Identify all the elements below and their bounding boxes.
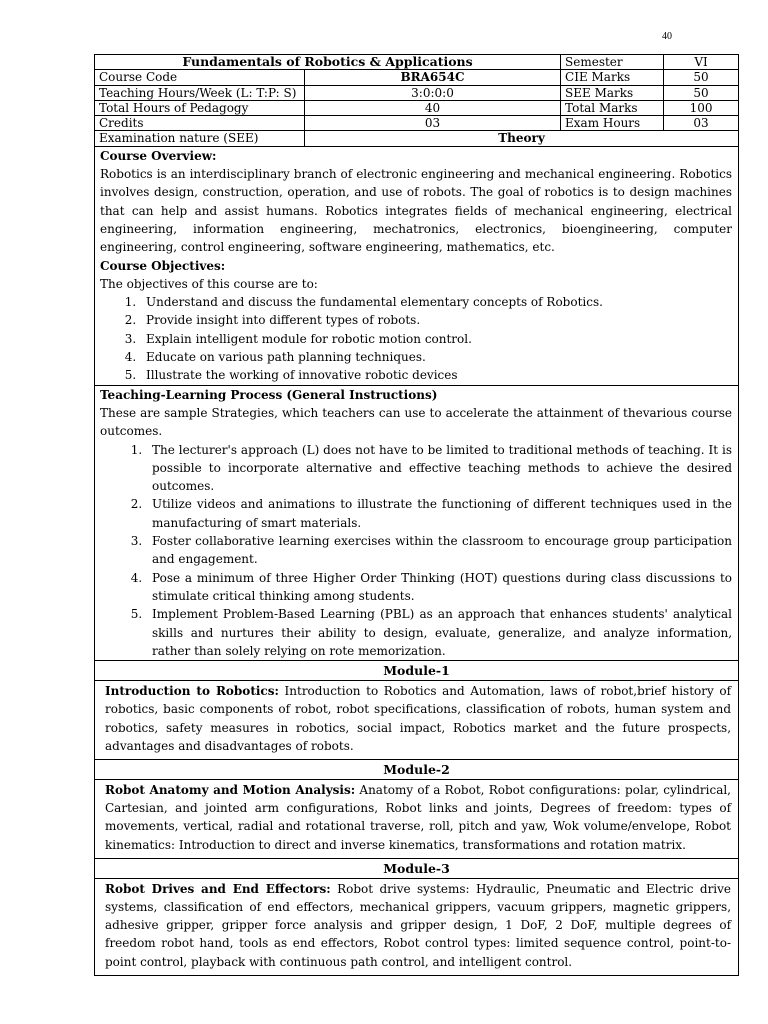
strategy-item: 2. Utilize videos and animations to illustrate the functioning of different techniques used in the manufacturing of smart materials. — [146, 495, 732, 532]
cie-marks-label: CIE Marks — [561, 70, 664, 85]
pedagogy-hours-label: Total Hours of Pedagogy — [95, 100, 305, 115]
course-code-label: Course Code — [95, 70, 305, 85]
credits-label: Credits — [95, 116, 305, 131]
module-2-lead: Robot Anatomy and Motion Analysis: — [105, 782, 356, 797]
exam-hours-label: Exam Hours — [561, 116, 664, 131]
module-1-header-row — [95, 661, 739, 681]
module-3-header-row — [95, 858, 739, 878]
semester-label: Semester — [561, 55, 664, 70]
module-1-content — [95, 681, 739, 760]
objectives-heading: Course Objectives: — [100, 258, 226, 273]
module-3-text: Robot drive systems: Hydraulic, Pneumatic and Electric drive systems, classification of end effectors, mechanical grippers, vacuum grippers, magnetic grippers, adhesive gripper, gripper force analysis and gripper design, 1 DoF, 2 DoF, multiple degrees of freedom robot hand, tools as end effectors, Robot control types: limited sequence control, point-to-point control, playback with continuous path control, and intelligent control. — [105, 881, 732, 969]
see-marks-label: SEE Marks — [561, 85, 664, 100]
module-2-header-row — [95, 759, 739, 779]
course-title-row — [95, 55, 739, 70]
strategy-item: 5. Implement Problem-Based Learning (PBL) as an approach that enhances students' analytical skills and nurtures their ability to design, evaluate, generalize, and analyze information, rather than solely relying on rote memorization. — [146, 605, 732, 660]
credits-row — [95, 116, 739, 131]
objective-item: 4. Educate on various path planning techniques. — [140, 348, 732, 366]
module-1-lead: Introduction to Robotics: — [105, 684, 279, 699]
teaching-learning-row — [95, 385, 739, 660]
exam-hours-value: 03 — [664, 116, 739, 131]
module-1-body-row — [95, 681, 739, 760]
module-2-content — [95, 779, 739, 858]
page-number: 40 — [662, 31, 672, 42]
module-2-title: Module-2 — [95, 759, 739, 779]
module-2-text: Anatomy of a Robot, Robot configurations: polar, cylindrical, Cartesian, and jointed arm configurations, Robot links and joints, Degrees of freedom: types of movements, vertical, radial and rotational traverse, roll, pitch and yaw, Wok volume/envelope, Robot kinematics: Introduction to direct and inverse kinematics, transformations and rotation matrix. — [105, 782, 732, 852]
exam-nature-row — [95, 131, 739, 146]
exam-nature-value: Theory — [305, 131, 739, 146]
module-1-text: Introduction to Robotics and Automation, laws of robot,brief history of robotics, basic components of robot, robot specifications, classification of robots, human system and robotics, safety measures in robotics, social impact, Robotics market and the future prospects, advantages and disadvantages of robots. — [105, 684, 732, 753]
module-1-title: Module-1 — [95, 661, 739, 681]
objective-item: 1. Understand and discuss the fundamental elementary concepts of Robotics. — [140, 293, 732, 311]
objective-item: 5. Illustrate the working of innovative robotic devices — [140, 366, 732, 384]
strategy-item: 4. Pose a minimum of three Higher Order Thinking (HOT) questions during class discussions to stimulate critical thinking among students. — [146, 569, 732, 606]
objective-item: 2. Provide insight into different types of robots. — [140, 311, 732, 329]
module-3-body-row — [95, 878, 739, 975]
total-marks-value: 100 — [664, 100, 739, 115]
objectives-list — [100, 293, 732, 384]
pedagogy-hours-value: 40 — [305, 100, 561, 115]
overview-objectives-cell — [95, 146, 739, 385]
overview-heading: Course Overview: — [100, 148, 217, 163]
overview-text: Robotics is an interdisciplinary branch of electronic engineering and mechanical engineering. Robotics involves design, construction, operation, and use of robots. The goal of robotics is to design machines that can help and assist humans. Robotics integrates fields of mechanical engineering, electrical engineering, information engineering, mechatronics, electronics, bioengineering, computer engineering, control engineering, software engineering, mathematics, etc. — [100, 167, 733, 255]
teaching-hours-label: Teaching Hours/Week (L: T:P: S) — [95, 85, 305, 100]
course-code-row — [95, 70, 739, 85]
overview-objectives-row — [95, 146, 739, 385]
objectives-intro: The objectives of this course are to: — [100, 276, 318, 291]
teaching-learning-intro: These are sample Strategies, which teachers can use to accelerate the attainment of thevarious course outcomes. — [100, 405, 733, 439]
course-code-value: BRA654C — [305, 70, 561, 85]
total-marks-label: Total Marks — [561, 100, 664, 115]
course-table — [94, 54, 739, 976]
semester-value: VI — [664, 55, 739, 70]
teaching-learning-cell — [95, 385, 739, 660]
module-2-body-row — [95, 779, 739, 858]
module-3-title: Module-3 — [95, 858, 739, 878]
credits-value: 03 — [305, 116, 561, 131]
syllabus-document — [94, 54, 738, 976]
module-3-content — [95, 878, 739, 975]
objective-item: 3. Explain intelligent module for robotic motion control. — [140, 330, 732, 348]
strategy-item: 1. The lecturer's approach (L) does not have to be limited to traditional methods of teaching. It is possible to incorporate alternative and effective teaching methods to achieve the desired outcomes. — [146, 441, 732, 496]
teaching-hours-row — [95, 85, 739, 100]
strategies-list — [100, 441, 732, 661]
strategy-item: 3. Foster collaborative learning exercises within the classroom to encourage group participation and engagement. — [146, 532, 732, 569]
teaching-learning-heading: Teaching-Learning Process (General Instructions) — [100, 387, 438, 402]
teaching-hours-value: 3:0:0:0 — [305, 85, 561, 100]
module-3-lead: Robot Drives and End Effectors: — [105, 881, 331, 896]
cie-marks-value: 50 — [664, 70, 739, 85]
course-title: Fundamentals of Robotics & Applications — [95, 55, 561, 70]
pedagogy-hours-row — [95, 100, 739, 115]
exam-nature-label: Examination nature (SEE) — [95, 131, 305, 146]
see-marks-value: 50 — [664, 85, 739, 100]
